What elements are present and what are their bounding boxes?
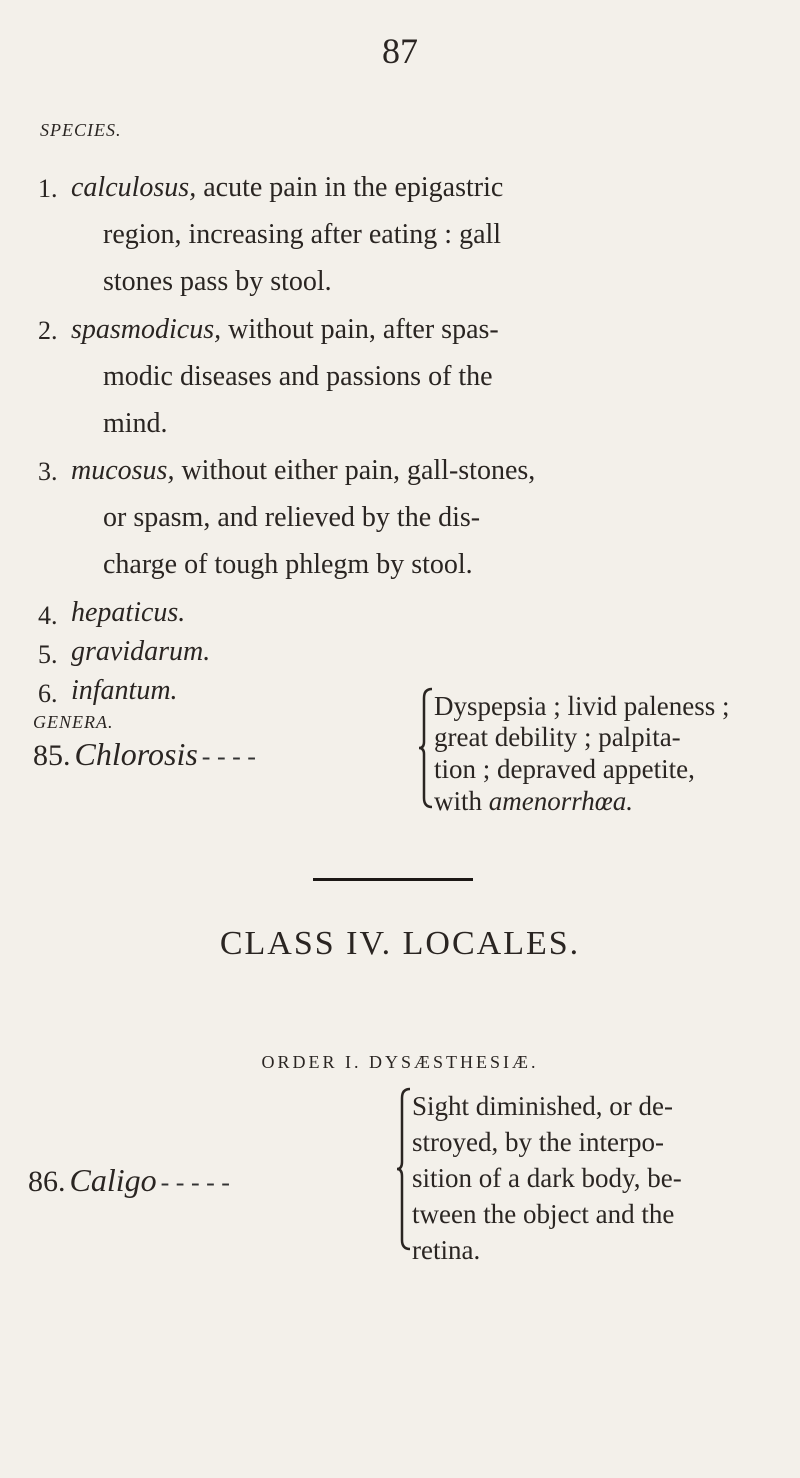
species-name: calculosus, xyxy=(71,172,197,203)
species-description-line: mind. xyxy=(103,408,168,439)
genera-heading: GENERA. xyxy=(33,712,114,732)
species-name: gravidarum. xyxy=(71,636,211,667)
genus-description-line: sition of a dark body, be- xyxy=(412,1163,682,1193)
species-description-line: charge of tough phlegm by stool. xyxy=(103,549,473,580)
dot-leader: - - - - - xyxy=(160,1168,230,1197)
genus-title xyxy=(33,736,256,773)
species-item-calculosus xyxy=(71,168,503,208)
genus-description-line: great debility ; palpita- xyxy=(434,722,681,752)
section-divider xyxy=(313,878,473,881)
class-heading: CLASS IV. LOCALES. xyxy=(219,925,581,962)
species-name: hepaticus. xyxy=(71,597,186,628)
species-description-line: region, increasing after eating : gall xyxy=(103,219,502,250)
genus-name: Caligo xyxy=(69,1162,157,1198)
dot-leader: - - - - xyxy=(201,742,256,771)
species-number: 4. xyxy=(38,601,58,630)
genus-description-line: tion ; depraved appetite, xyxy=(434,754,695,784)
species-number: 5. xyxy=(38,640,58,669)
species-name: mucosus, xyxy=(71,455,175,486)
genus-description-line: retina. xyxy=(412,1235,481,1265)
genus-title xyxy=(28,1162,230,1199)
species-item-gravidarum xyxy=(71,632,210,672)
species-description-line: modic diseases and passions of the xyxy=(103,361,493,392)
species-description-line: or spasm, and relieved by the dis- xyxy=(103,502,481,533)
genus-description-line xyxy=(434,783,633,819)
species-name: spasmodicus, xyxy=(71,314,222,345)
species-description: without either pain, gall-stones, xyxy=(181,455,536,486)
species-number: 2. xyxy=(38,316,58,345)
species-item-hepaticus xyxy=(71,593,185,633)
species-name: infantum. xyxy=(71,675,178,706)
genus-description-text: with xyxy=(434,786,483,816)
species-item-mucosus xyxy=(71,451,535,491)
page-number: 87 xyxy=(382,31,418,71)
genus-number: 86. xyxy=(28,1165,66,1198)
genus-number: 85. xyxy=(33,739,71,772)
genus-name: Chlorosis xyxy=(74,736,198,772)
genus-description-line: Sight diminished, or de- xyxy=(412,1091,673,1121)
genus-description-line: stroyed, by the interpo- xyxy=(412,1127,664,1157)
species-number: 3. xyxy=(38,457,58,486)
species-number: 6. xyxy=(38,679,58,708)
genus-description-line: Dyspepsia ; livid paleness ; xyxy=(434,691,730,721)
species-item-spasmodicus xyxy=(71,310,499,350)
species-heading: SPECIES. xyxy=(40,120,122,140)
species-description: without pain, after spas- xyxy=(228,314,499,345)
species-item-infantum xyxy=(71,671,178,711)
species-description: acute pain in the epigastric xyxy=(203,172,504,203)
species-number: 1. xyxy=(38,174,58,203)
species-description-line: stones pass by stool. xyxy=(103,266,332,297)
genus-description-line: tween the object and the xyxy=(412,1199,675,1229)
order-heading: ORDER I. DYSÆSTHESIÆ. xyxy=(261,1052,539,1072)
genus-description-italic: amenorrhœa. xyxy=(488,786,634,816)
